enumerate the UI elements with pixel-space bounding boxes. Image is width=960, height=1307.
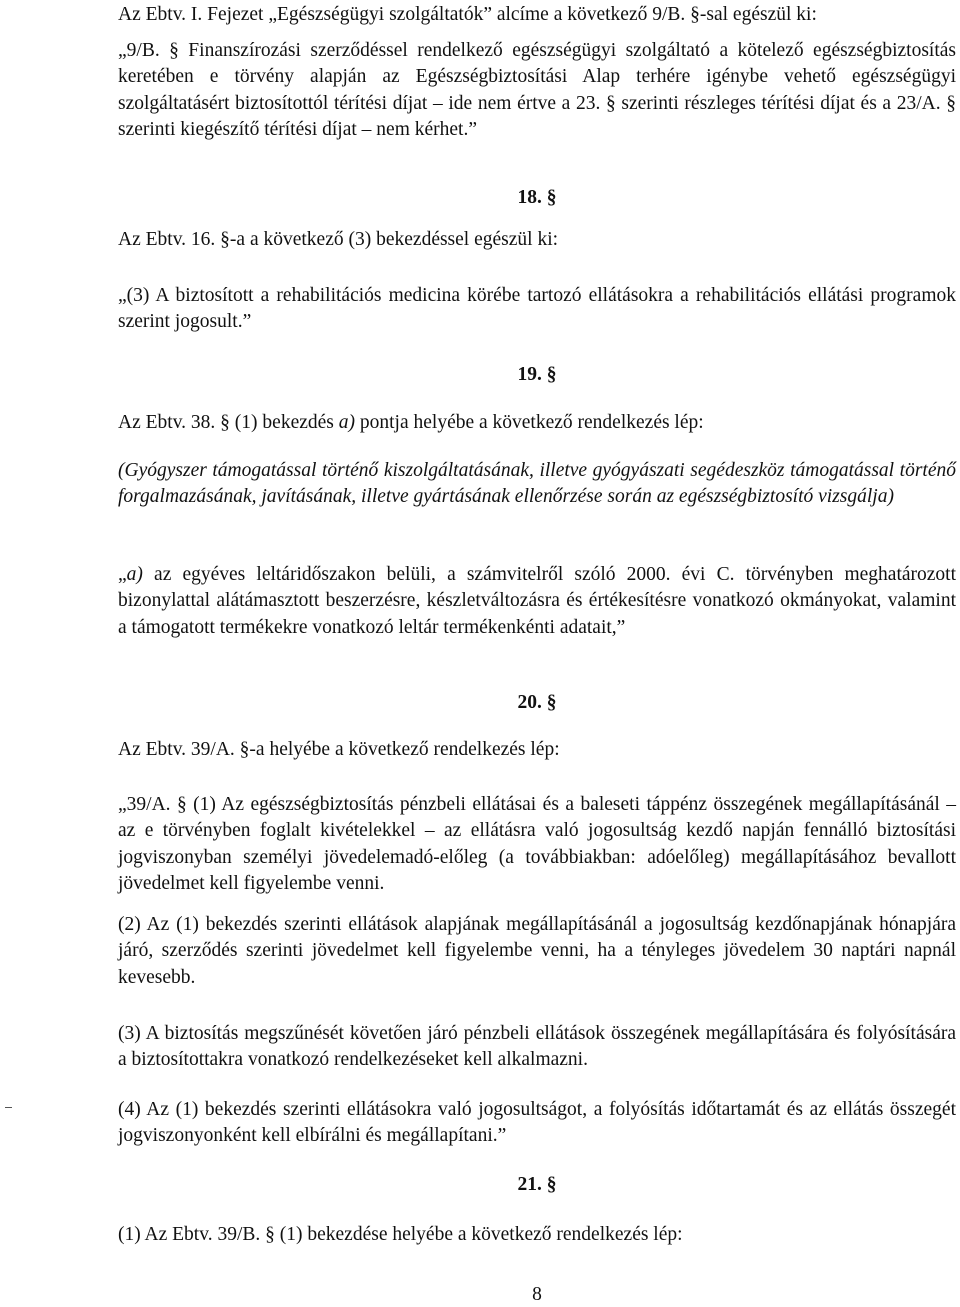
section-heading-19: 19. § [517, 364, 557, 385]
intro-paragraph-16: Az Ebtv. 16. §-a a következő (3) bekezdéssel egészül ki: [118, 229, 559, 250]
quote-open: „ [118, 564, 127, 585]
intro-paragraph-9b: Az Ebtv. I. Fejezet „Egészségügyi szolgáltatók” alcíme a következő 9/B. §-sal egészül ki: [118, 4, 817, 25]
quoted-paragraph-16-3: „(3) A biztosított a rehabilitációs medicina körébe tartozó ellátásokra a rehabilitációs ellátási programok szerint jogosult.” [118, 285, 956, 333]
document-page [118, 0, 956, 1307]
section-heading-21: 21. § [517, 1174, 557, 1195]
context-paragraph-38: (Gyógyszer támogatással történő kiszolgáltatásának, illetve gyógyászati segédeszköz támogatással történő forgalmazásának, javításának, illetve gyártásának ellenőrzése során az egészségbiztosító vizsgálja) [118, 460, 956, 508]
section-heading-18: 18. § [517, 187, 557, 208]
intro-paragraph-39a: Az Ebtv. 39/A. §-a helyébe a következő rendelkezés lép: [118, 739, 560, 760]
quoted-paragraph-39a-4: (4) Az (1) bekezdés szerinti ellátásokra való jogosultságot, a folyósítás időtartamát és az ellátás összegét jogviszonyonként kell elbírálni és megállapítani.” [118, 1099, 956, 1147]
point-a-label: a) [126, 564, 143, 585]
quoted-paragraph-39a-1: „39/A. § (1) Az egészségbiztosítás pénzbeli ellátásai és a baleseti táppénz összegének megállapításánál – az e törvényben foglalt kivételekkel – az ellátásra való jogosultság kezdő napján fennálló biztosítási jogviszonyban személyi jövedelemadó-előleg (a továbbiakban: adóelőleg) megállapításához bevallott jövedelmet kell figyelembe venni. [118, 794, 956, 894]
page-number: 8 [532, 1284, 542, 1305]
margin-mark [5, 1107, 12, 1108]
quoted-paragraph-39a-2: (2) Az (1) bekezdés szerinti ellátások alapjának megállapításánál a jogosultság kezdőnapjának hónapjára járó, szerződés szerinti jövedelmet kell figyelembe venni, ha a tényleges jövedelem 30 naptári napnál kevesebb. [118, 914, 956, 988]
paragraph-39b-1-intro: (1) Az Ebtv. 39/B. § (1) bekezdése helyébe a következő rendelkezés lép: [118, 1224, 683, 1245]
quoted-point-38-a [118, 562, 956, 641]
intro-38-text-c: pontja helyébe a következő rendelkezés lép: [355, 412, 704, 433]
intro-38-text-a: Az Ebtv. 38. § (1) bekezdés [118, 412, 339, 433]
intro-paragraph-38 [118, 410, 956, 436]
point-a-text: az egyéves leltáridőszakon belüli, a számvitelről szóló 2000. évi C. törvényben meghatározott bizonylattal alátámasztott beszerzésre, készletváltozásra és értékesítésre vonatkozó okmányokat, valamint a támogatott termékekre vonatkozó leltár termékenkénti adatait,” [118, 564, 956, 638]
quoted-section-9b: „9/B. § Finanszírozási szerződéssel rendelkező egészségügyi szolgáltató a kötelező egészségbiztosítás keretében e törvény alapján az Egészségbiztosítási Alap terhére igénybe vehető egészségügyi szolgáltatásért biztosítottól térítési díjat – ide nem értve a 23. § szerinti részleges térítési díjat és a 23/A. § szerinti kiegészítő térítési díjat – nem kérhet.” [118, 40, 956, 140]
section-heading-20: 20. § [517, 692, 557, 713]
quoted-paragraph-39a-3: (3) A biztosítás megszűnését követően járó pénzbeli ellátások összegének megállapítására és folyósítására a biztosítottakra vonatkozó rendelkezéseket kell alkalmazni. [118, 1023, 956, 1071]
intro-38-point-a: a) [338, 412, 355, 433]
